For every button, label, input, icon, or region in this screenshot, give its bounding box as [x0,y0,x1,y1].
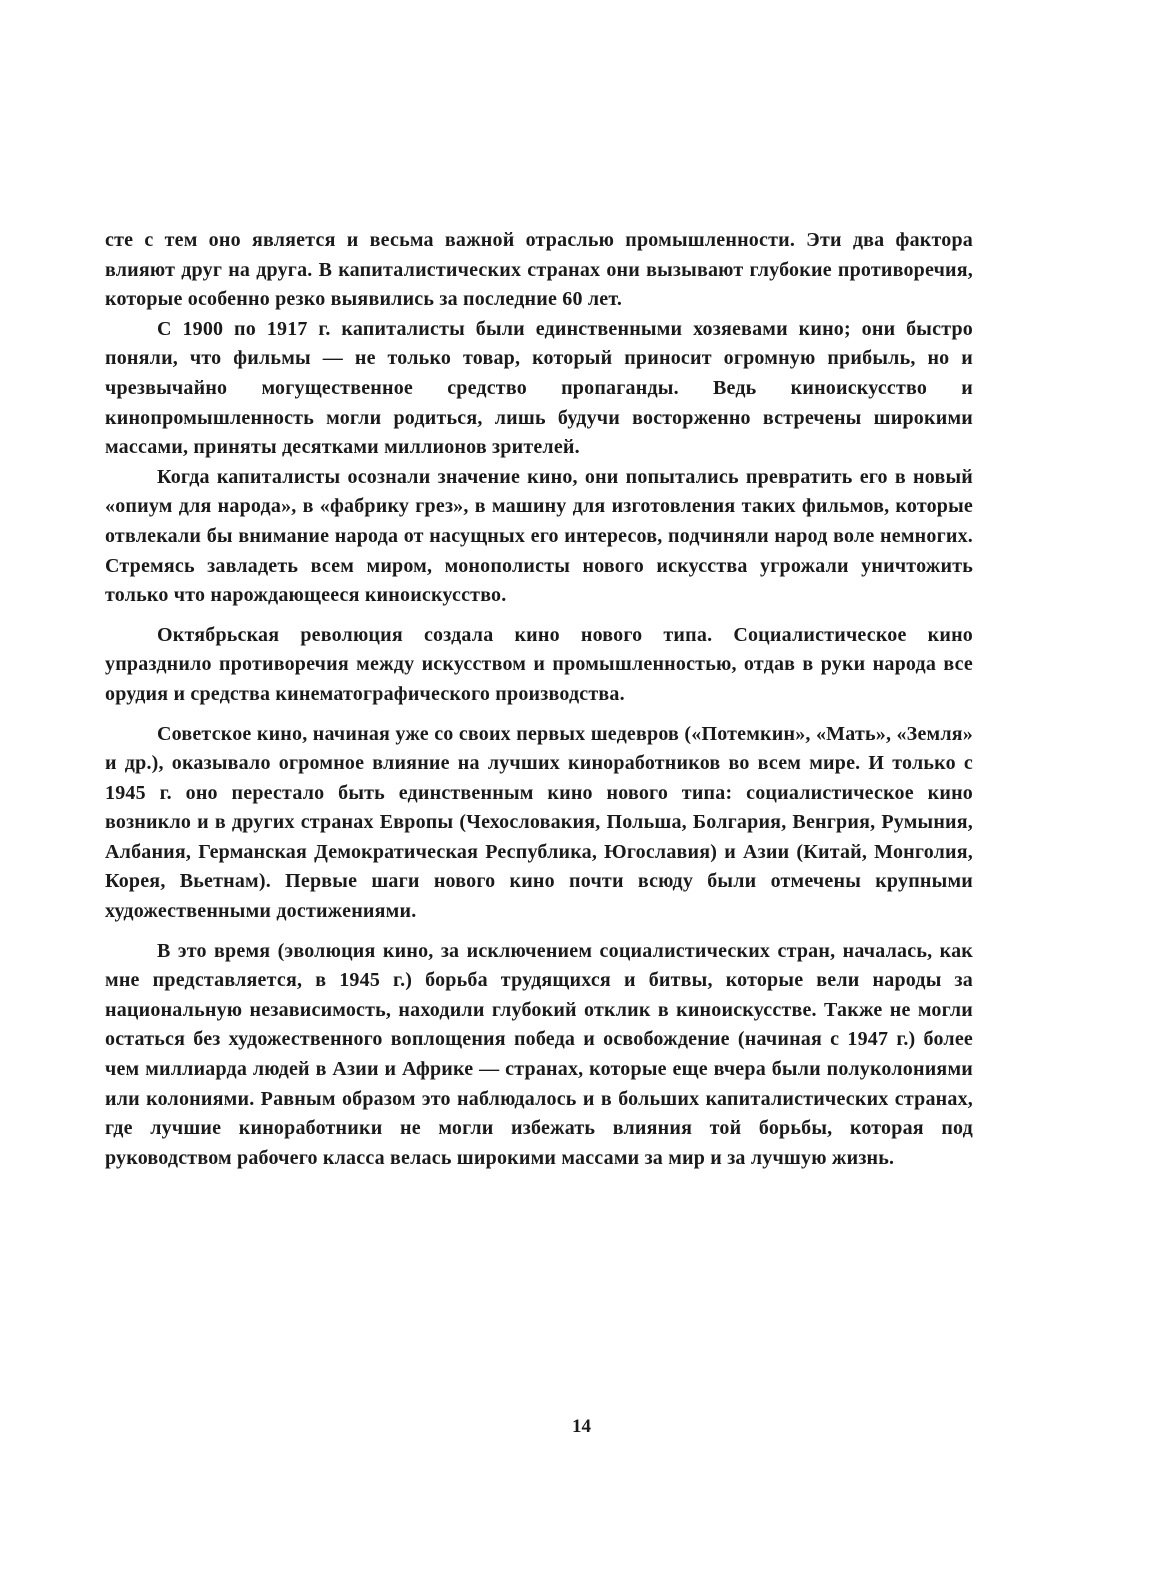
paragraph-3: Когда капиталисты осознали значение кино, они попытались превратить его в новый «опиум для народа», в «фабрику грез», в машину для изготовления таких фильмов, которые отвлекали бы внимание народа от насущных его интересов, подчиняли народ воле немногих. Стремясь завладеть всем миром, монополисты нового искусства угрожали уничтожить только что нарождающееся киноискусство. [105,465,973,607]
paragraph-4: Октябрьская революция создала кино нового типа. Социалистическое кино упразднило противоречия между искусством и промышленностью, отдав в руки народа все орудия и средства кинематографического производства. [105,623,973,705]
paragraph-6: В это время (эволюция кино, за исключением социалистических стран, началась, как мне представляется, в 1945 г.) борьба трудящихся и битвы, которые вели народы за национальную независимость, находили глубокий отклик в киноискусстве. Также не могли остаться без художественного воплощения победа и освобождение (начиная с 1947 г.) более чем миллиарда людей в Азии и Африке — странах, которые еще вчера были полуколониями или колониями. Равным образом это наблюдалось и в больших капиталистических странах, где лучшие киноработники не могли избежать влияния той борьбы, которая под руководством рабочего класса велась широкими массами за мир и за лучшую жизнь. [105,939,973,1169]
paragraph-1: сте с тем оно является и весьма важной отраслью промышленности. Эти два фактора влияют друг на друга. В капиталистических странах они вызывают глубокие противоречия, которые особенно резко выявились за последние 60 лет. [105,229,973,311]
page-number: 14 [572,1416,591,1437]
body-text [105,226,973,1173]
paragraph-2: С 1900 по 1917 г. капиталисты были единственными хозяевами кино; они быстро поняли, что фильмы — не только товар, который приносит огромную прибыль, но и чрезвычайно могущественное средство пропаганды. Ведь киноискусство и кинопромышленность могли родиться, лишь будучи восторженно встречены широкими массами, приняты десятками миллионов зрителей. [105,317,973,459]
paragraph-5: Советское кино, начиная уже со своих первых шедевров («Потемкин», «Мать», «Земля» и др.), оказывало огромное влияние на лучших киноработников во всем мире. И только с 1945 г. оно перестало быть единственным кино нового типа: социалистическое кино возникло и в других странах Европы (Чехословакия, Польша, Болгария, Венгрия, Румыния, Албания, Германская Демократическая Республика, Югославия) и Азии (Китай, Монголия, Корея, Вьетнам). Первые шаги нового кино почти всюду были отмечены крупными художественными достижениями. [105,722,973,923]
